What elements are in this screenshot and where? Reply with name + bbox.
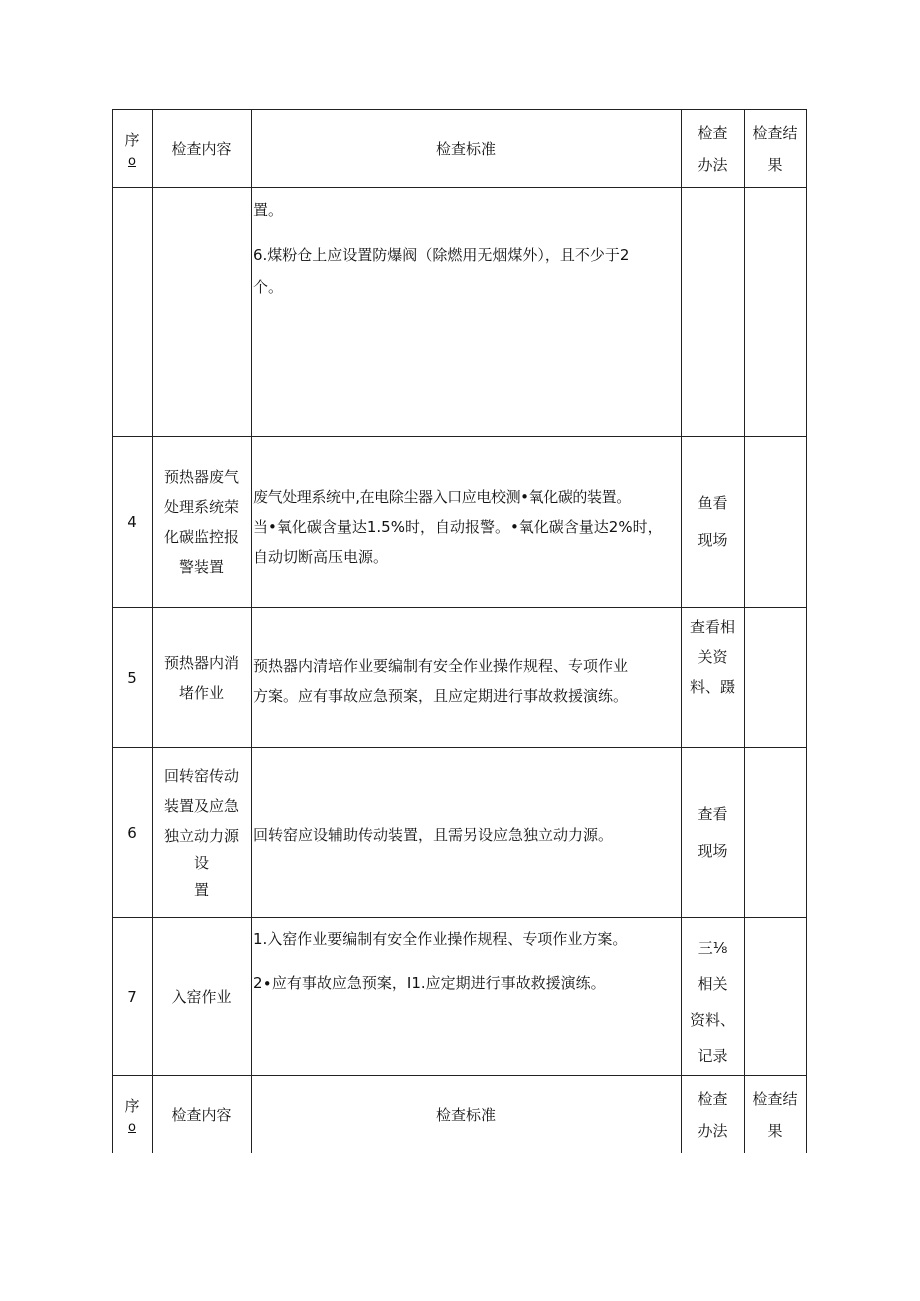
row-result xyxy=(744,608,806,747)
header-seq xyxy=(112,110,152,187)
table-row xyxy=(112,918,806,1075)
row-seq: 7 xyxy=(127,987,137,1006)
header-standard: 检查标准 xyxy=(435,1106,496,1124)
method-line: 关资 xyxy=(697,648,728,666)
header-seq-line1: 序 xyxy=(124,1096,140,1115)
header-seq-line2: o xyxy=(128,1119,136,1135)
row-method xyxy=(681,748,744,917)
row-result xyxy=(744,748,806,917)
method-line: 相关 xyxy=(697,975,728,993)
row-standard xyxy=(251,437,681,607)
standard-line: 个。 xyxy=(253,278,284,296)
row-result xyxy=(744,437,806,607)
row-seq: 6 xyxy=(127,823,137,842)
row-method xyxy=(681,608,744,747)
header-method-line1: 检查 xyxy=(697,123,728,142)
table-row xyxy=(112,748,806,917)
header-method xyxy=(681,1076,744,1153)
row-content xyxy=(152,748,251,917)
header-method xyxy=(681,110,744,187)
content-line: 警装置 xyxy=(178,558,224,576)
row-standard xyxy=(251,608,681,747)
header-result-line1: 检查结 xyxy=(752,1089,798,1108)
standard-line: 废气处理系统中,在电除尘器入口应电校测•氧化碳的装置。 xyxy=(253,488,631,506)
content-line: 置 xyxy=(193,880,209,899)
header-result-line2: 果 xyxy=(767,155,783,174)
row-content: 入窑作业 xyxy=(171,987,232,1006)
row-seq: 4 xyxy=(127,513,137,531)
standard-line: 回转窑应设辅助传动装置，且需另设应急独立动力源。 xyxy=(253,826,614,844)
header-result xyxy=(744,1076,806,1153)
standard-line: 置。 xyxy=(253,201,284,219)
method-line: 现场 xyxy=(697,841,728,860)
content-line: 处理系统荣 xyxy=(163,498,239,516)
table-header-row xyxy=(112,110,806,187)
row-seq xyxy=(112,188,152,436)
row-seq: 5 xyxy=(127,668,137,687)
content-line: 独立动力源 xyxy=(163,826,239,845)
row-content xyxy=(152,437,251,607)
method-line: 三⅛ xyxy=(697,939,728,957)
header-result-line1: 检查结 xyxy=(752,123,798,142)
row-content xyxy=(152,188,251,436)
content-line: 回转窑传动 xyxy=(163,766,239,785)
standard-line: 2∙应有事故应急预案，I1.应定期进行事故救援演练。 xyxy=(253,974,606,992)
method-line: 查看相 xyxy=(689,618,735,636)
header-method-line1: 检查 xyxy=(697,1089,728,1108)
content-line: 堵作业 xyxy=(178,683,224,702)
table-row xyxy=(112,437,806,607)
standard-line: 当•氧化碳含量达1.5%时，自动报警。•氧化碳含量达2%时， xyxy=(253,518,663,536)
row-standard xyxy=(251,918,681,1075)
header-seq-line1: 序 xyxy=(124,130,140,149)
row-content xyxy=(152,608,251,747)
row-standard xyxy=(251,188,681,436)
standard-line: 预热器内清培作业要编制有安全作业操作规程、专项作业 xyxy=(253,657,629,675)
table-header-row-repeat xyxy=(112,1076,806,1153)
row-standard xyxy=(251,748,681,917)
content-line: 预热器内消 xyxy=(163,653,239,672)
content-line: 预热器废气 xyxy=(163,468,239,486)
header-standard: 检查标准 xyxy=(435,140,496,158)
header-method-line2: 办法 xyxy=(697,1121,728,1140)
row-method xyxy=(681,188,744,436)
table-row xyxy=(112,188,806,436)
method-line: 现场 xyxy=(697,531,728,549)
content-line: 化碳监控报 xyxy=(163,528,239,546)
row-method xyxy=(681,918,744,1075)
content-line: 设 xyxy=(193,853,209,872)
method-line: 资料、 xyxy=(689,1011,735,1029)
row-result xyxy=(744,918,806,1075)
header-seq xyxy=(112,1076,152,1153)
table-row xyxy=(112,608,806,747)
header-result-line2: 果 xyxy=(767,1121,783,1140)
header-seq-line2: o xyxy=(128,153,136,169)
method-line: 记录 xyxy=(697,1047,728,1065)
standard-line: 方案。应有事故应急预案，且应定期进行事故救援演练。 xyxy=(253,687,629,705)
header-content: 检查内容 xyxy=(171,1106,232,1124)
method-line: 料、蹑 xyxy=(689,678,735,696)
table-column-divider xyxy=(806,109,807,1153)
header-method-line2: 办法 xyxy=(697,155,728,174)
standard-line: 自动切断高压电源。 xyxy=(253,548,389,566)
row-result xyxy=(744,188,806,436)
header-result xyxy=(744,110,806,187)
method-line: 查看 xyxy=(697,804,728,823)
row-method xyxy=(681,437,744,607)
content-line: 装置及应急 xyxy=(163,796,239,815)
standard-line: 6.煤粉仓上应设置防爆阀（除燃用无烟煤外），且不少于2 xyxy=(253,246,630,264)
method-line: 鱼看 xyxy=(697,494,728,512)
standard-line: 1.入窑作业要编制有安全作业操作规程、专项作业方案。 xyxy=(253,930,628,948)
header-content: 检查内容 xyxy=(171,140,232,158)
